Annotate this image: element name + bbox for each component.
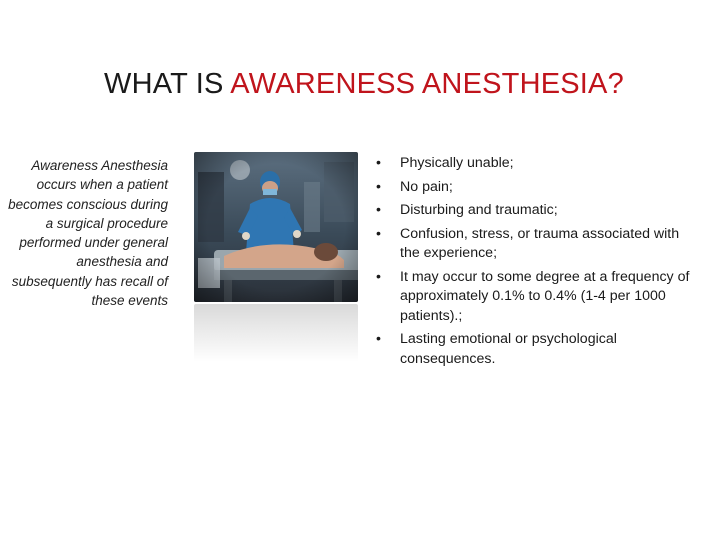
bullet-text: Lasting emotional or psychological consequences. (400, 331, 617, 367)
title-highlight: AWARENESS ANESTHESIA? (230, 68, 624, 100)
bullet-text: No pain; (400, 178, 453, 195)
bullet-text: Disturbing and traumatic; (400, 202, 558, 218)
bullet-marker: • (376, 155, 381, 171)
bullet-text: Confusion, stress, or trauma associated with the experience; (400, 225, 680, 261)
bullet-marker: • (376, 225, 381, 242)
bullet-text: It may occur to some degree at a frequency of approximately 0.1% to 0.4% (1-4 per 1000 patients).; (400, 268, 690, 324)
bullet-item (374, 268, 694, 327)
bullet-marker: • (376, 202, 381, 218)
bullet-list (374, 154, 694, 373)
bullet-marker: • (376, 331, 381, 347)
surgery-photo-frame (194, 152, 358, 362)
bullet-item (374, 330, 694, 369)
bullet-item (374, 178, 694, 198)
bullet-text: Physically unable; (400, 155, 514, 171)
bullet-item (374, 225, 694, 264)
surgery-photo (194, 152, 358, 302)
bullet-item (374, 154, 694, 174)
slide-title (0, 68, 728, 101)
title-prefix: WHAT IS (104, 68, 231, 100)
bullet-item (374, 201, 694, 221)
definition-caption: Awareness Anesthesia occurs when a patient becomes conscious during a surgical procedure performed under general anesthesia and subsequently has recall of these events (8, 158, 168, 309)
bullet-marker: • (376, 268, 381, 285)
photo-reflection (194, 304, 358, 362)
bullet-marker: • (376, 178, 381, 195)
